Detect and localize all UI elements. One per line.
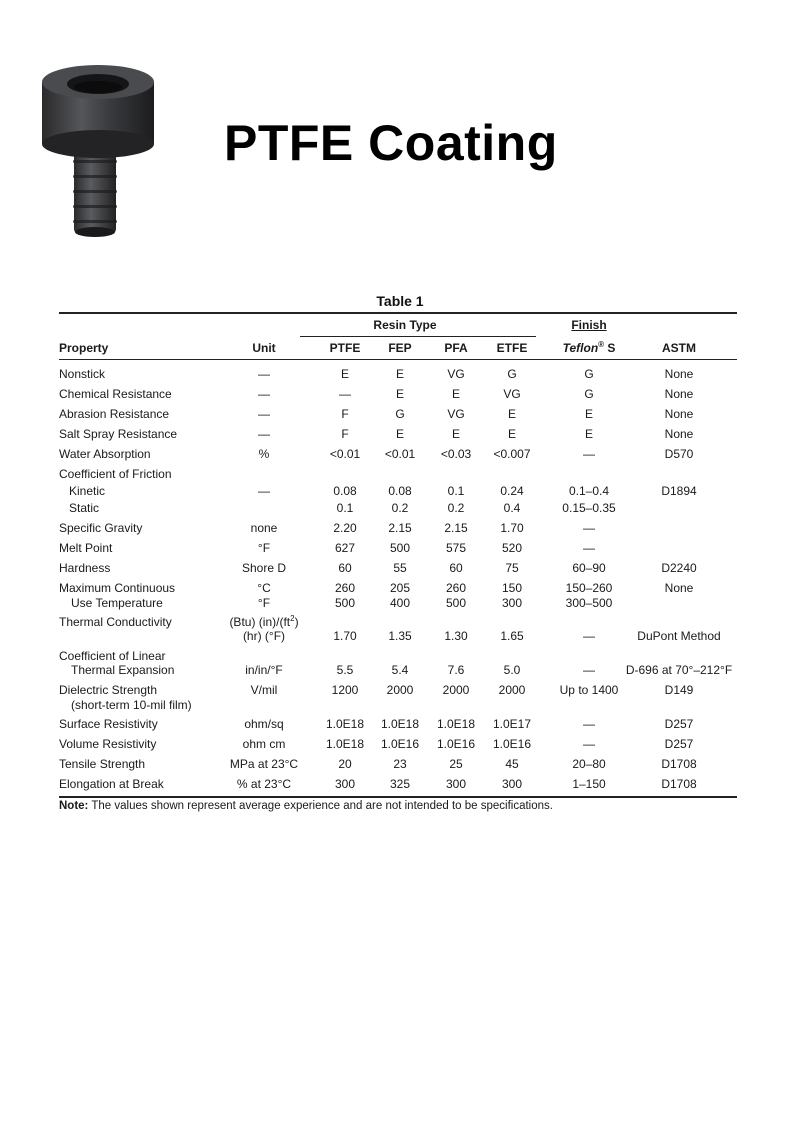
cell-ptfe: F	[341, 407, 349, 421]
resin-type-header: Resin Type	[373, 318, 437, 332]
cell-fep: 5.4	[391, 663, 409, 677]
cell-ptfe: F	[341, 427, 349, 441]
cell-teflon-s: 0.1–0.4	[568, 484, 610, 498]
cell-fep: 0.08	[388, 484, 412, 498]
cell-pfa: 7.6	[447, 663, 465, 677]
cell-pfa: 300	[445, 777, 467, 791]
cell-ptfe: 1200	[331, 683, 359, 697]
cell-property: Tensile Strength	[59, 757, 146, 771]
cell-unit: MPa at 23°C	[229, 757, 299, 771]
cell-pfa: 2000	[442, 683, 470, 697]
cell-etfe: <0.007	[493, 447, 531, 461]
cell-ptfe: 300	[334, 777, 356, 791]
cell-fep: 2.15	[388, 521, 412, 535]
cell-unit: °F	[257, 596, 271, 610]
cell-teflon-s: E	[584, 427, 594, 441]
table-bottom-rule	[59, 796, 737, 798]
cell-teflon-s: —	[583, 663, 595, 677]
cell-pfa: VG	[447, 367, 465, 381]
cell-teflon-s: —	[583, 447, 595, 461]
cell-ptfe: <0.01	[329, 447, 361, 461]
cell-property: Maximum Continuous	[59, 581, 176, 595]
cell-fep: 1.35	[388, 629, 412, 643]
cell-etfe: 1.65	[500, 629, 524, 643]
cell-pfa: 25	[449, 757, 463, 771]
cell-etfe: E	[507, 407, 517, 421]
cell-ptfe: 1.70	[333, 629, 357, 643]
cell-astm: D-696 at 70°–212°F	[625, 663, 733, 677]
cell-pfa: 1.0E18	[436, 717, 476, 731]
cell-astm: D2240	[661, 561, 697, 575]
cell-unit: Shore D	[241, 561, 287, 575]
cell-unit: °F	[257, 541, 271, 555]
cell-ptfe: 0.1	[336, 501, 354, 515]
cell-fep: 2000	[386, 683, 414, 697]
cell-property: Specific Gravity	[59, 521, 143, 535]
cell-etfe: 150	[501, 581, 523, 595]
cell-etfe: 300	[501, 777, 523, 791]
header-unit: Unit	[252, 341, 276, 355]
finish-header: Finish	[571, 318, 607, 332]
cell-property: Static	[69, 501, 100, 515]
fitting-image	[40, 60, 158, 238]
cell-etfe: E	[507, 427, 517, 441]
table-caption: Table 1	[376, 293, 424, 309]
cell-property: Dielectric Strength	[59, 683, 158, 697]
cell-pfa: 500	[445, 596, 467, 610]
cell-property: Use Temperature	[71, 596, 163, 610]
cell-unit: ohm cm	[242, 737, 286, 751]
cell-teflon-s: —	[583, 717, 595, 731]
cell-astm: D1894	[661, 484, 697, 498]
cell-property: Abrasion Resistance	[59, 407, 170, 421]
cell-teflon-s: 150–260	[565, 581, 613, 595]
cell-unit: —	[258, 367, 270, 381]
cell-fep: 500	[389, 541, 411, 555]
cell-etfe: 2000	[498, 683, 526, 697]
cell-property: Chemical Resistance	[59, 387, 172, 401]
cell-teflon-s: 20–80	[572, 757, 606, 771]
cell-ptfe: 5.5	[336, 663, 354, 677]
cell-ptfe: 260	[334, 581, 356, 595]
cell-unit: —	[258, 387, 270, 401]
cell-unit: °C	[257, 581, 271, 595]
cell-pfa: 1.0E16	[436, 737, 476, 751]
cell-astm: None	[664, 581, 694, 595]
cell-property: Melt Point	[59, 541, 113, 555]
cell-ptfe: 2.20	[333, 521, 357, 535]
cell-property: Volume Resistivity	[59, 737, 157, 751]
cell-unit: —	[258, 484, 270, 498]
cell-property: Kinetic	[69, 484, 106, 498]
cell-astm: None	[664, 407, 694, 421]
header-ptfe: PTFE	[329, 341, 361, 355]
cell-teflon-s: Up to 1400	[559, 683, 619, 697]
cell-fep: 1.0E16	[380, 737, 420, 751]
cell-fep: <0.01	[384, 447, 416, 461]
cell-teflon-s: G	[584, 367, 594, 381]
cell-teflon-s: G	[584, 387, 594, 401]
cell-astm: D1708	[661, 777, 697, 791]
cell-pfa: E	[451, 387, 461, 401]
cell-etfe: 520	[501, 541, 523, 555]
cell-ptfe: 500	[334, 596, 356, 610]
header-fep: FEP	[388, 341, 412, 355]
cell-etfe: VG	[503, 387, 521, 401]
cell-fep: 23	[393, 757, 407, 771]
cell-ptfe: 1.0E18	[325, 737, 365, 751]
cell-pfa: 0.2	[447, 501, 465, 515]
cell-unit: % at 23°C	[236, 777, 292, 791]
cell-astm: None	[664, 367, 694, 381]
resin-group-rule	[300, 336, 536, 337]
page-title: PTFE Coating	[224, 115, 558, 171]
cell-fep: 0.2	[391, 501, 409, 515]
cell-astm: D257	[664, 717, 694, 731]
cell-unit: (hr) (°F)	[242, 629, 286, 643]
cell-pfa: E	[451, 427, 461, 441]
cell-teflon-s: —	[583, 737, 595, 751]
cell-pfa: 575	[445, 541, 467, 555]
cell-astm: None	[664, 387, 694, 401]
cell-fep: 205	[389, 581, 411, 595]
cell-etfe: 0.24	[500, 484, 524, 498]
cell-unit: in/in/°F	[245, 663, 283, 677]
cell-fep: 55	[393, 561, 407, 575]
cell-unit: —	[258, 407, 270, 421]
cell-unit: V/mil	[250, 683, 278, 697]
cell-teflon-s: 300–500	[565, 596, 613, 610]
cell-unit: —	[258, 427, 270, 441]
table-top-rule	[59, 312, 737, 314]
cell-astm: DuPont Method	[637, 629, 721, 643]
cell-property: Elongation at Break	[59, 777, 164, 791]
header-bottom-rule	[59, 359, 737, 360]
cell-unit: (Btu) $(in)/(ft^2)$	[229, 614, 299, 629]
cell-fep: G	[395, 407, 405, 421]
cell-fep: E	[395, 387, 405, 401]
cell-ptfe: —	[339, 387, 351, 401]
cell-property: Hardness	[59, 561, 111, 575]
cell-etfe: 45	[505, 757, 519, 771]
cell-etfe: 5.0	[503, 663, 521, 677]
header-etfe: ETFE	[496, 341, 528, 355]
cell-property: Coefficient of Friction	[59, 467, 172, 481]
header-pfa: PFA	[444, 341, 468, 355]
cell-etfe: 1.0E16	[492, 737, 532, 751]
cell-unit: %	[258, 447, 270, 461]
cell-pfa: 1.30	[444, 629, 468, 643]
cell-ptfe: 60	[338, 561, 352, 575]
cell-unit: ohm/sq	[244, 717, 284, 731]
header-teflon-s: Teflon® S	[562, 340, 616, 355]
cell-property: Thermal Conductivity	[59, 615, 172, 629]
cell-astm: D149	[664, 683, 694, 697]
cell-pfa: 0.1	[447, 484, 465, 498]
cell-fep: 400	[389, 596, 411, 610]
cell-ptfe: 20	[338, 757, 352, 771]
cell-property: Surface Resistivity	[59, 717, 158, 731]
cell-property: Salt Spray Resistance	[59, 427, 178, 441]
cell-teflon-s: E	[584, 407, 594, 421]
cell-fep: 325	[389, 777, 411, 791]
cell-ptfe: 0.08	[333, 484, 357, 498]
cell-property: Water Absorption	[59, 447, 151, 461]
cell-pfa: 260	[445, 581, 467, 595]
cell-property: Nonstick	[59, 367, 106, 381]
cell-etfe: 75	[505, 561, 519, 575]
cell-fep: 1.0E18	[380, 717, 420, 731]
cell-etfe: 1.70	[500, 521, 524, 535]
cell-ptfe: 1.0E18	[325, 717, 365, 731]
cell-pfa: <0.03	[440, 447, 472, 461]
cell-teflon-s: —	[583, 521, 595, 535]
cell-ptfe: 627	[334, 541, 356, 555]
cell-fep: E	[395, 367, 405, 381]
cell-property: Thermal Expansion	[71, 663, 175, 677]
cell-pfa: 60	[449, 561, 463, 575]
cell-property: Coefficient of Linear	[59, 649, 166, 663]
cell-teflon-s: —	[583, 541, 595, 555]
cell-teflon-s: —	[583, 629, 595, 643]
cell-pfa: VG	[447, 407, 465, 421]
cell-astm: D257	[664, 737, 694, 751]
cell-pfa: 2.15	[444, 521, 468, 535]
cell-teflon-s: 60–90	[572, 561, 606, 575]
header-astm: ASTM	[662, 341, 696, 355]
cell-astm: D570	[664, 447, 694, 461]
cell-teflon-s: 1–150	[572, 777, 606, 791]
cell-property: (short-term 10-mil film)	[71, 698, 192, 712]
header-property: Property	[59, 341, 109, 355]
cell-fep: E	[395, 427, 405, 441]
cell-etfe: 1.0E17	[492, 717, 532, 731]
cell-unit: none	[250, 521, 278, 535]
cell-astm: None	[664, 427, 694, 441]
table-note: Note: The values shown represent average experience and are not intended to be specifications.	[59, 800, 553, 812]
cell-ptfe: E	[340, 367, 350, 381]
cell-teflon-s: 0.15–0.35	[562, 501, 616, 515]
cell-etfe: G	[507, 367, 517, 381]
cell-etfe: 300	[501, 596, 523, 610]
cell-etfe: 0.4	[503, 501, 521, 515]
cell-astm: D1708	[661, 757, 697, 771]
